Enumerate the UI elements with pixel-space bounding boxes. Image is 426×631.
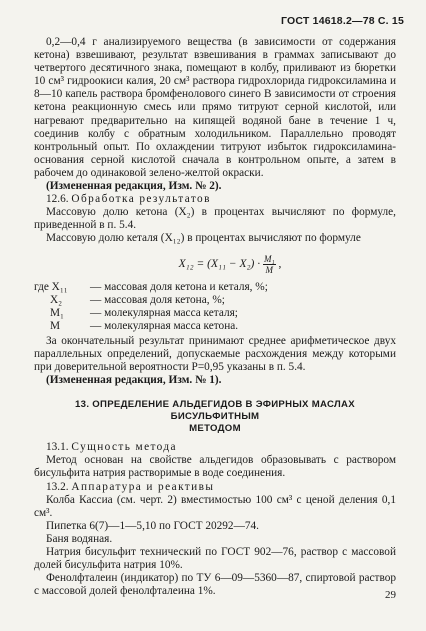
definition-row [34, 281, 396, 294]
subsection-heading [34, 441, 396, 454]
formula-denominator: M [265, 264, 274, 275]
subsection-title: Обработка результатов [71, 193, 211, 206]
definition-row [34, 307, 396, 320]
subsection-title: Аппаратура и реактивы [71, 480, 215, 493]
formula-numerator: M₁ [263, 253, 275, 264]
formula-tail: , [278, 257, 282, 270]
subsection-number: 13.1. [46, 441, 69, 454]
subsection-heading [34, 193, 396, 206]
definition-row [34, 320, 396, 333]
page-header: ГОСТ 14618.2—78 С. 15 [281, 15, 404, 27]
method-principle-paragraph: Метод основан на свойстве альдегидов образовывать с раствором бисульфита натрия растворимые в воде соединения. [34, 454, 396, 480]
final-result-paragraph: За окончательный результат принимают среднее арифметическое двух параллельных определений, допускаемые расхождения между которыми при доверительной вероятности P=0,95 указаны в п. 5.4. [34, 334, 396, 374]
ketal-formula [34, 254, 396, 275]
variable-definitions [34, 281, 396, 333]
page-number: 29 [385, 589, 396, 601]
page-content [34, 36, 396, 598]
definition-symbol: M [50, 319, 61, 332]
edit-note: (Измененная редакция, Изм. № 1). [46, 374, 222, 387]
formula-lhs: X₁₂ = (X₁₁ − X₂) · [178, 257, 261, 270]
section-title-line: 13. ОПРЕДЕЛЕНИЕ АЛЬДЕГИДОВ В ЭФИРНЫХ МАСЛАХ БИСУЛЬФИТНЫМ [75, 399, 355, 423]
subsection-number: 12.6. [46, 193, 69, 206]
definition-text: — молекулярная масса кетона. [90, 319, 239, 332]
definition-text: — молекулярная масса кеталя; [90, 306, 238, 319]
section-title-line: МЕТОДОМ [189, 423, 241, 435]
edit-note: (Измененная редакция, Изм. № 2). [46, 180, 222, 193]
definition-row [34, 294, 396, 307]
subsection-number: 13.2. [46, 480, 69, 493]
equipment-item: Баня водяная. [46, 532, 113, 545]
procedure-paragraph: 0,2—0,4 г анализируемого вещества (в зависимости от содержания кетона) взвешивают, результат взвешивания в граммах записывают до четвертого десятичного знака, помещают в колбу, приливают из бюретки 10 см³ гидроокиси калия, 20 см³ раствора гидрохлорида гидроксиламина и 8—10 капель раствора бромфенолового синего В зависимости от строения кетона реакционную смесь или прямо титруют серной кислотой, или нагревают предварительно на кипящей водяной бане в течение 1 ч, соединив колбу с обратным холодильником. Параллельно проводят контрольный опыт. По охлаждении титруют избыток гидроксиламина-основания серной кислотой сначала в контрольном опыте, а затем в рабочем до одинаковой зелено-желтой окраски. [34, 36, 396, 179]
definition-text: — массовая доля кетона и кеталя, %; [90, 280, 268, 293]
equipment-item: Фенолфталеин (индикатор) по ТУ 6—09—5360—87, спиртовой раствор с массовой долей фенолфталеина 1%. [34, 572, 396, 598]
equipment-item: Натрия бисульфит технический по ГОСТ 902—76, раствор с массовой долей бисульфита натрия 10%. [34, 546, 396, 572]
definition-text: — массовая доля кетона, %; [90, 293, 225, 306]
definition-symbol: M₁ [50, 306, 64, 319]
definition-symbol: X₂ [50, 293, 63, 306]
equipment-item: Пипетка 6(7)—1—5,10 по ГОСТ 20292—74. [46, 519, 259, 532]
formula-fraction [263, 254, 276, 275]
ketal-paragraph: Массовую долю кеталя (X₁₂) в процентах вычисляют по формуле [46, 232, 361, 245]
subsection-title: Сущность метода [71, 441, 177, 454]
definition-symbol: где X₁₁ [34, 280, 68, 293]
equipment-item: Колба Кассиа (см. черт. 2) вместимостью 100 см³ с ценой деления 0,1 см³. [34, 493, 396, 519]
section-13-title [34, 399, 396, 435]
subsection-heading [34, 481, 396, 494]
ketone-paragraph: Массовую долю кетона (X₂) в процентах вычисляют по формуле, приведенной в п. 5.4. [34, 206, 396, 232]
